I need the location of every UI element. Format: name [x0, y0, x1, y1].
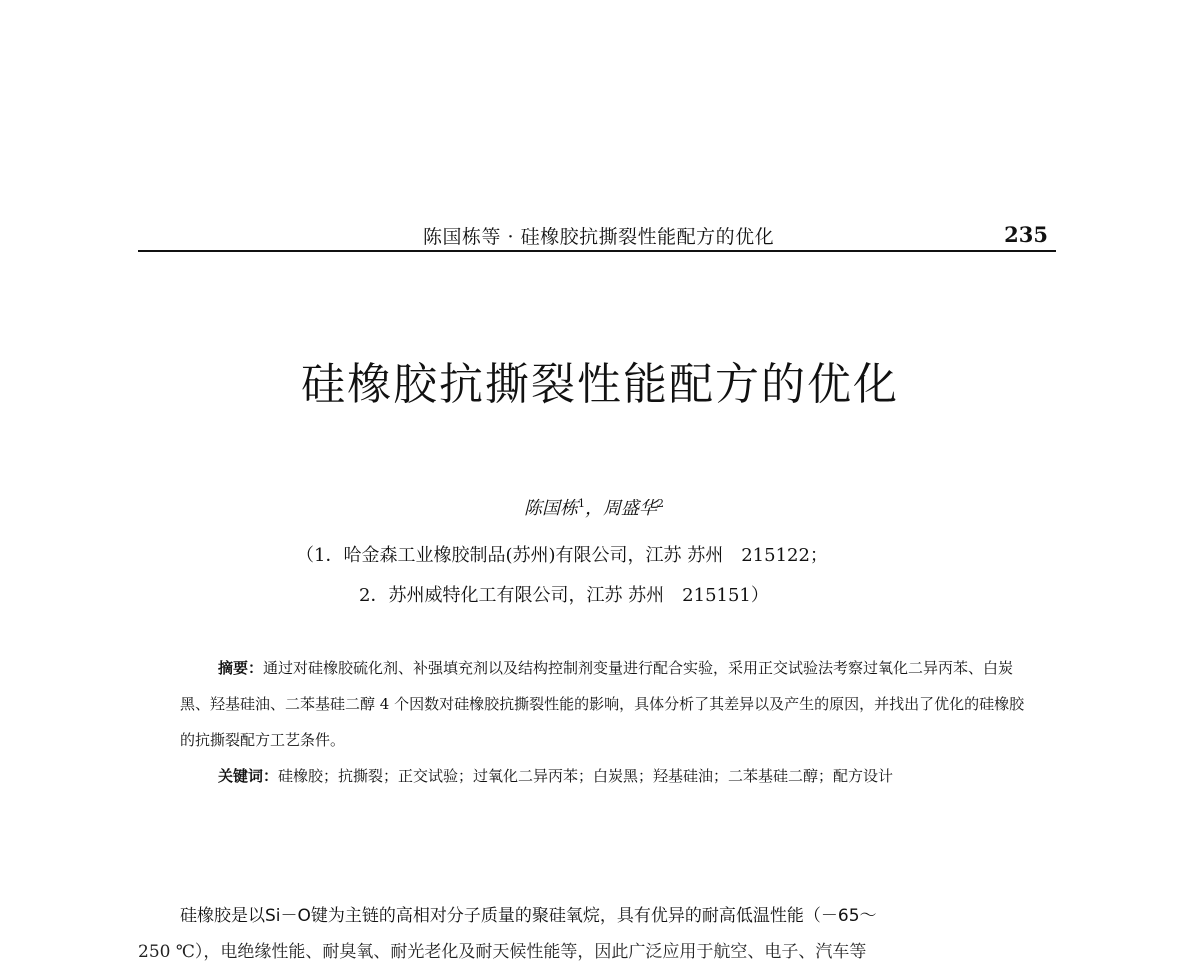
- abstract-text: 通过对硅橡胶硫化剂、补强填充剂以及结构控制剂变量进行配合实验，采用正交试验法考察过氧化二异丙苯、白炭黑、羟基硅油、二苯基硅二醇 4 个因数对硅橡胶抗撕裂性能的影响，具体分析了其差异以及产生的原因，并找出了优化的硅橡胶的抗撕裂配方工艺条件。: [180, 659, 1025, 749]
- abstract-paragraph: [180, 650, 1030, 758]
- abstract-label: 摘要：: [218, 659, 264, 677]
- running-header: [138, 222, 1056, 250]
- cut-line-text: 250 ℃），电绝缘性能、耐臭氧、耐光老化及耐天候性能等，因此广泛应用于航空、电子、汽车等: [138, 942, 867, 962]
- header-rule: [138, 250, 1056, 252]
- keywords-label: 关键词：: [218, 767, 279, 785]
- page-number: 235: [1004, 222, 1048, 247]
- author-name: 周盛华: [603, 498, 657, 519]
- keywords-text: 硅橡胶；抗撕裂；正交试验；过氧化二异丙苯；白炭黑；羟基硅油；二苯基硅二醇；配方设计: [278, 767, 894, 785]
- affiliation-2: 2．苏州威特化工有限公司，江苏 苏州 215151）: [359, 585, 769, 606]
- affiliation-1: （1．哈金森工业橡胶制品(苏州)有限公司，江苏 苏州 215122；: [296, 545, 828, 566]
- author-affiliation-mark: 1: [578, 497, 585, 510]
- body-paragraph-cut-line: [138, 942, 1138, 962]
- running-title: 陈国栋等 · 硅橡胶抗撕裂性能配方的优化: [423, 226, 775, 248]
- author-list: [0, 494, 1188, 520]
- author-affiliation-mark: 2: [657, 497, 664, 510]
- abstract-block: [180, 650, 1030, 794]
- keywords-paragraph: [180, 758, 1030, 794]
- author-name: 陈国栋: [524, 498, 578, 519]
- author-separator: ，: [585, 498, 603, 519]
- article-title: 硅橡胶抗撕裂性能配方的优化: [301, 359, 899, 410]
- body-paragraph-first-line: 硅橡胶是以Si－O键为主链的高相对分子质量的聚硅氧烷，具有优异的耐高低温性能（－65～: [180, 906, 877, 926]
